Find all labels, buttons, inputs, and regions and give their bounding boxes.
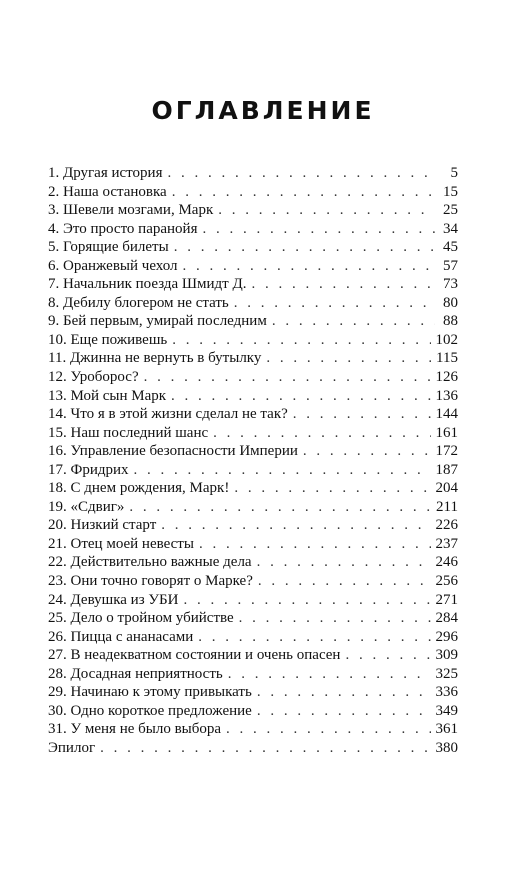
toc-entry-page-number: 246 <box>435 554 458 571</box>
toc-entry-page-number: 380 <box>435 739 458 756</box>
toc-entry-page-number: 25 <box>443 202 458 219</box>
toc-entry-page-number: 161 <box>435 424 458 441</box>
toc-entry-title: 23. Они точно говорят о Марке? <box>48 573 253 590</box>
dot-leader <box>257 683 431 702</box>
toc-entry <box>48 572 458 591</box>
toc-entry-title: 17. Фридрих <box>48 461 129 478</box>
toc-entry-title: 4. Это просто паранойя <box>48 220 198 237</box>
toc-entry <box>48 424 458 443</box>
toc-entry <box>48 349 458 368</box>
toc-entry-title: 22. Действительно важные дела <box>48 554 252 571</box>
toc-entry-title: 18. С днем рождения, Марк! <box>48 480 230 497</box>
toc-entry <box>48 479 458 498</box>
toc-entry-title: 10. Еще поживешь <box>48 331 168 348</box>
toc-entry-page-number: 296 <box>435 628 458 645</box>
toc-entry-title: 31. У меня не было выбора <box>48 721 222 738</box>
toc-entry-title: 27. В неадекватном состоянии и очень опасен <box>48 647 341 664</box>
toc-entry <box>48 628 458 647</box>
toc-entry-title: 12. Уроборос? <box>48 369 139 386</box>
toc-entry-title: 24. Девушка из УБИ <box>48 591 179 608</box>
toc-entry <box>48 646 458 665</box>
dot-leader <box>167 164 435 183</box>
toc-entry-page-number: 237 <box>435 535 458 552</box>
toc-entry-page-number: 45 <box>443 239 458 256</box>
toc-entry <box>48 238 458 257</box>
toc-entry-page-number: 115 <box>436 350 458 367</box>
dot-leader <box>134 461 431 480</box>
toc-entry-title: 21. Отец моей невесты <box>48 535 194 552</box>
dot-leader <box>257 553 431 572</box>
toc-entry <box>48 220 458 239</box>
dot-leader <box>272 312 435 331</box>
toc-entry-page-number: 15 <box>443 183 458 200</box>
toc-entry <box>48 665 458 684</box>
dot-leader <box>266 349 431 368</box>
toc-entry <box>48 164 458 183</box>
toc-entry <box>48 683 458 702</box>
toc-entry <box>48 331 458 350</box>
toc-entry-page-number: 80 <box>443 294 458 311</box>
toc-entry-page-number: 256 <box>435 573 458 590</box>
dot-leader <box>257 702 431 721</box>
toc-entry-title: 15. Наш последний шанс <box>48 424 209 441</box>
dot-leader <box>144 368 431 387</box>
dot-leader <box>218 201 435 220</box>
toc-entry-page-number: 204 <box>435 480 458 497</box>
toc-entry <box>48 535 458 554</box>
toc-entry-title: 13. Мой сын Марк <box>48 387 167 404</box>
toc-entry <box>48 312 458 331</box>
toc-entry <box>48 442 458 461</box>
toc-entry <box>48 183 458 202</box>
dot-leader <box>174 238 435 257</box>
dot-leader <box>198 628 430 647</box>
page-title: ОГЛАВЛЕНИЕ <box>151 96 375 125</box>
table-of-contents <box>48 164 458 758</box>
dot-leader <box>202 220 435 239</box>
dot-leader <box>100 739 430 758</box>
toc-entry-page-number: 5 <box>450 165 458 181</box>
toc-entry-page-number: 349 <box>435 702 458 719</box>
toc-entry-title: 9. Бей первым, умирай последним <box>48 313 267 330</box>
toc-entry-page-number: 336 <box>435 684 458 701</box>
toc-entry <box>48 387 458 406</box>
toc-entry <box>48 201 458 220</box>
toc-entry-title: 5. Горящие билеты <box>48 239 169 256</box>
dot-leader <box>129 498 431 517</box>
dot-leader <box>171 387 430 406</box>
toc-entry <box>48 461 458 480</box>
dot-leader <box>303 442 431 461</box>
dot-leader <box>213 424 430 443</box>
toc-entry-page-number: 271 <box>435 591 458 608</box>
toc-entry-page-number: 325 <box>435 665 458 682</box>
toc-entry-page-number: 136 <box>435 387 458 404</box>
toc-entry <box>48 498 458 517</box>
toc-entry <box>48 720 458 739</box>
toc-entry-page-number: 309 <box>435 647 458 664</box>
toc-entry <box>48 405 458 424</box>
toc-entry-title: 1. Другая история <box>48 165 163 181</box>
dot-leader <box>234 294 435 313</box>
toc-entry-page-number: 88 <box>443 313 458 330</box>
toc-entry-title: Эпилог <box>48 739 96 756</box>
toc-entry-title: 20. Низкий старт <box>48 517 157 534</box>
toc-entry-page-number: 126 <box>435 369 458 386</box>
dot-leader <box>228 665 431 684</box>
toc-entry <box>48 739 458 758</box>
toc-entry-title: 29. Начинаю к этому привыкать <box>48 684 252 701</box>
toc-entry-title: 14. Что я в этой жизни сделал не так? <box>48 406 288 423</box>
toc-entry-title: 3. Шевели мозгами, Марк <box>48 202 214 219</box>
toc-entry-title: 25. Дело о тройном убийстве <box>48 610 234 627</box>
toc-entry-title: 26. Пицца с ананасами <box>48 628 194 645</box>
dot-leader <box>258 572 431 591</box>
dot-leader <box>161 516 430 535</box>
toc-entry-title: 6. Оранжевый чехол <box>48 257 178 274</box>
dot-leader <box>183 257 436 276</box>
dot-leader <box>172 183 435 202</box>
toc-entry <box>48 553 458 572</box>
toc-entry-title: 11. Джинна не вернуть в бутылку <box>48 350 262 367</box>
toc-entry-title: 7. Начальник поезда Шмидт Д. <box>48 276 247 293</box>
toc-entry <box>48 591 458 610</box>
toc-entry <box>48 294 458 313</box>
toc-entry-page-number: 144 <box>435 406 458 423</box>
toc-entry-page-number: 284 <box>435 610 458 627</box>
toc-entry-title: 30. Одно короткое предложение <box>48 702 252 719</box>
toc-entry-title: 2. Наша остановка <box>48 183 167 200</box>
dot-leader <box>199 535 431 554</box>
toc-entry <box>48 609 458 628</box>
toc-entry-title: 28. Досадная неприятность <box>48 665 223 682</box>
toc-entry-title: 16. Управление безопасности Империи <box>48 443 298 460</box>
dot-leader <box>234 479 430 498</box>
dot-leader <box>172 331 430 350</box>
dot-leader <box>251 275 435 294</box>
toc-entry <box>48 516 458 535</box>
toc-entry-page-number: 102 <box>435 331 458 348</box>
toc-entry-title: 19. «Сдвиг» <box>48 498 125 515</box>
toc-entry-page-number: 73 <box>443 276 458 293</box>
dot-leader <box>345 646 430 665</box>
dot-leader <box>226 720 430 739</box>
toc-entry-title: 8. Дебилу блогером не стать <box>48 294 229 311</box>
toc-entry-page-number: 226 <box>435 517 458 534</box>
toc-entry <box>48 368 458 387</box>
toc-entry-page-number: 211 <box>436 498 458 515</box>
dot-leader <box>239 609 431 628</box>
dot-leader <box>293 405 431 424</box>
toc-entry-page-number: 57 <box>443 257 458 274</box>
dot-leader <box>183 591 430 610</box>
toc-entry <box>48 257 458 276</box>
toc-entry-page-number: 172 <box>435 443 458 460</box>
toc-entry-page-number: 187 <box>435 461 458 478</box>
toc-entry <box>48 275 458 294</box>
toc-entry-page-number: 34 <box>443 220 458 237</box>
toc-entry <box>48 702 458 721</box>
toc-entry-page-number: 361 <box>435 721 458 738</box>
